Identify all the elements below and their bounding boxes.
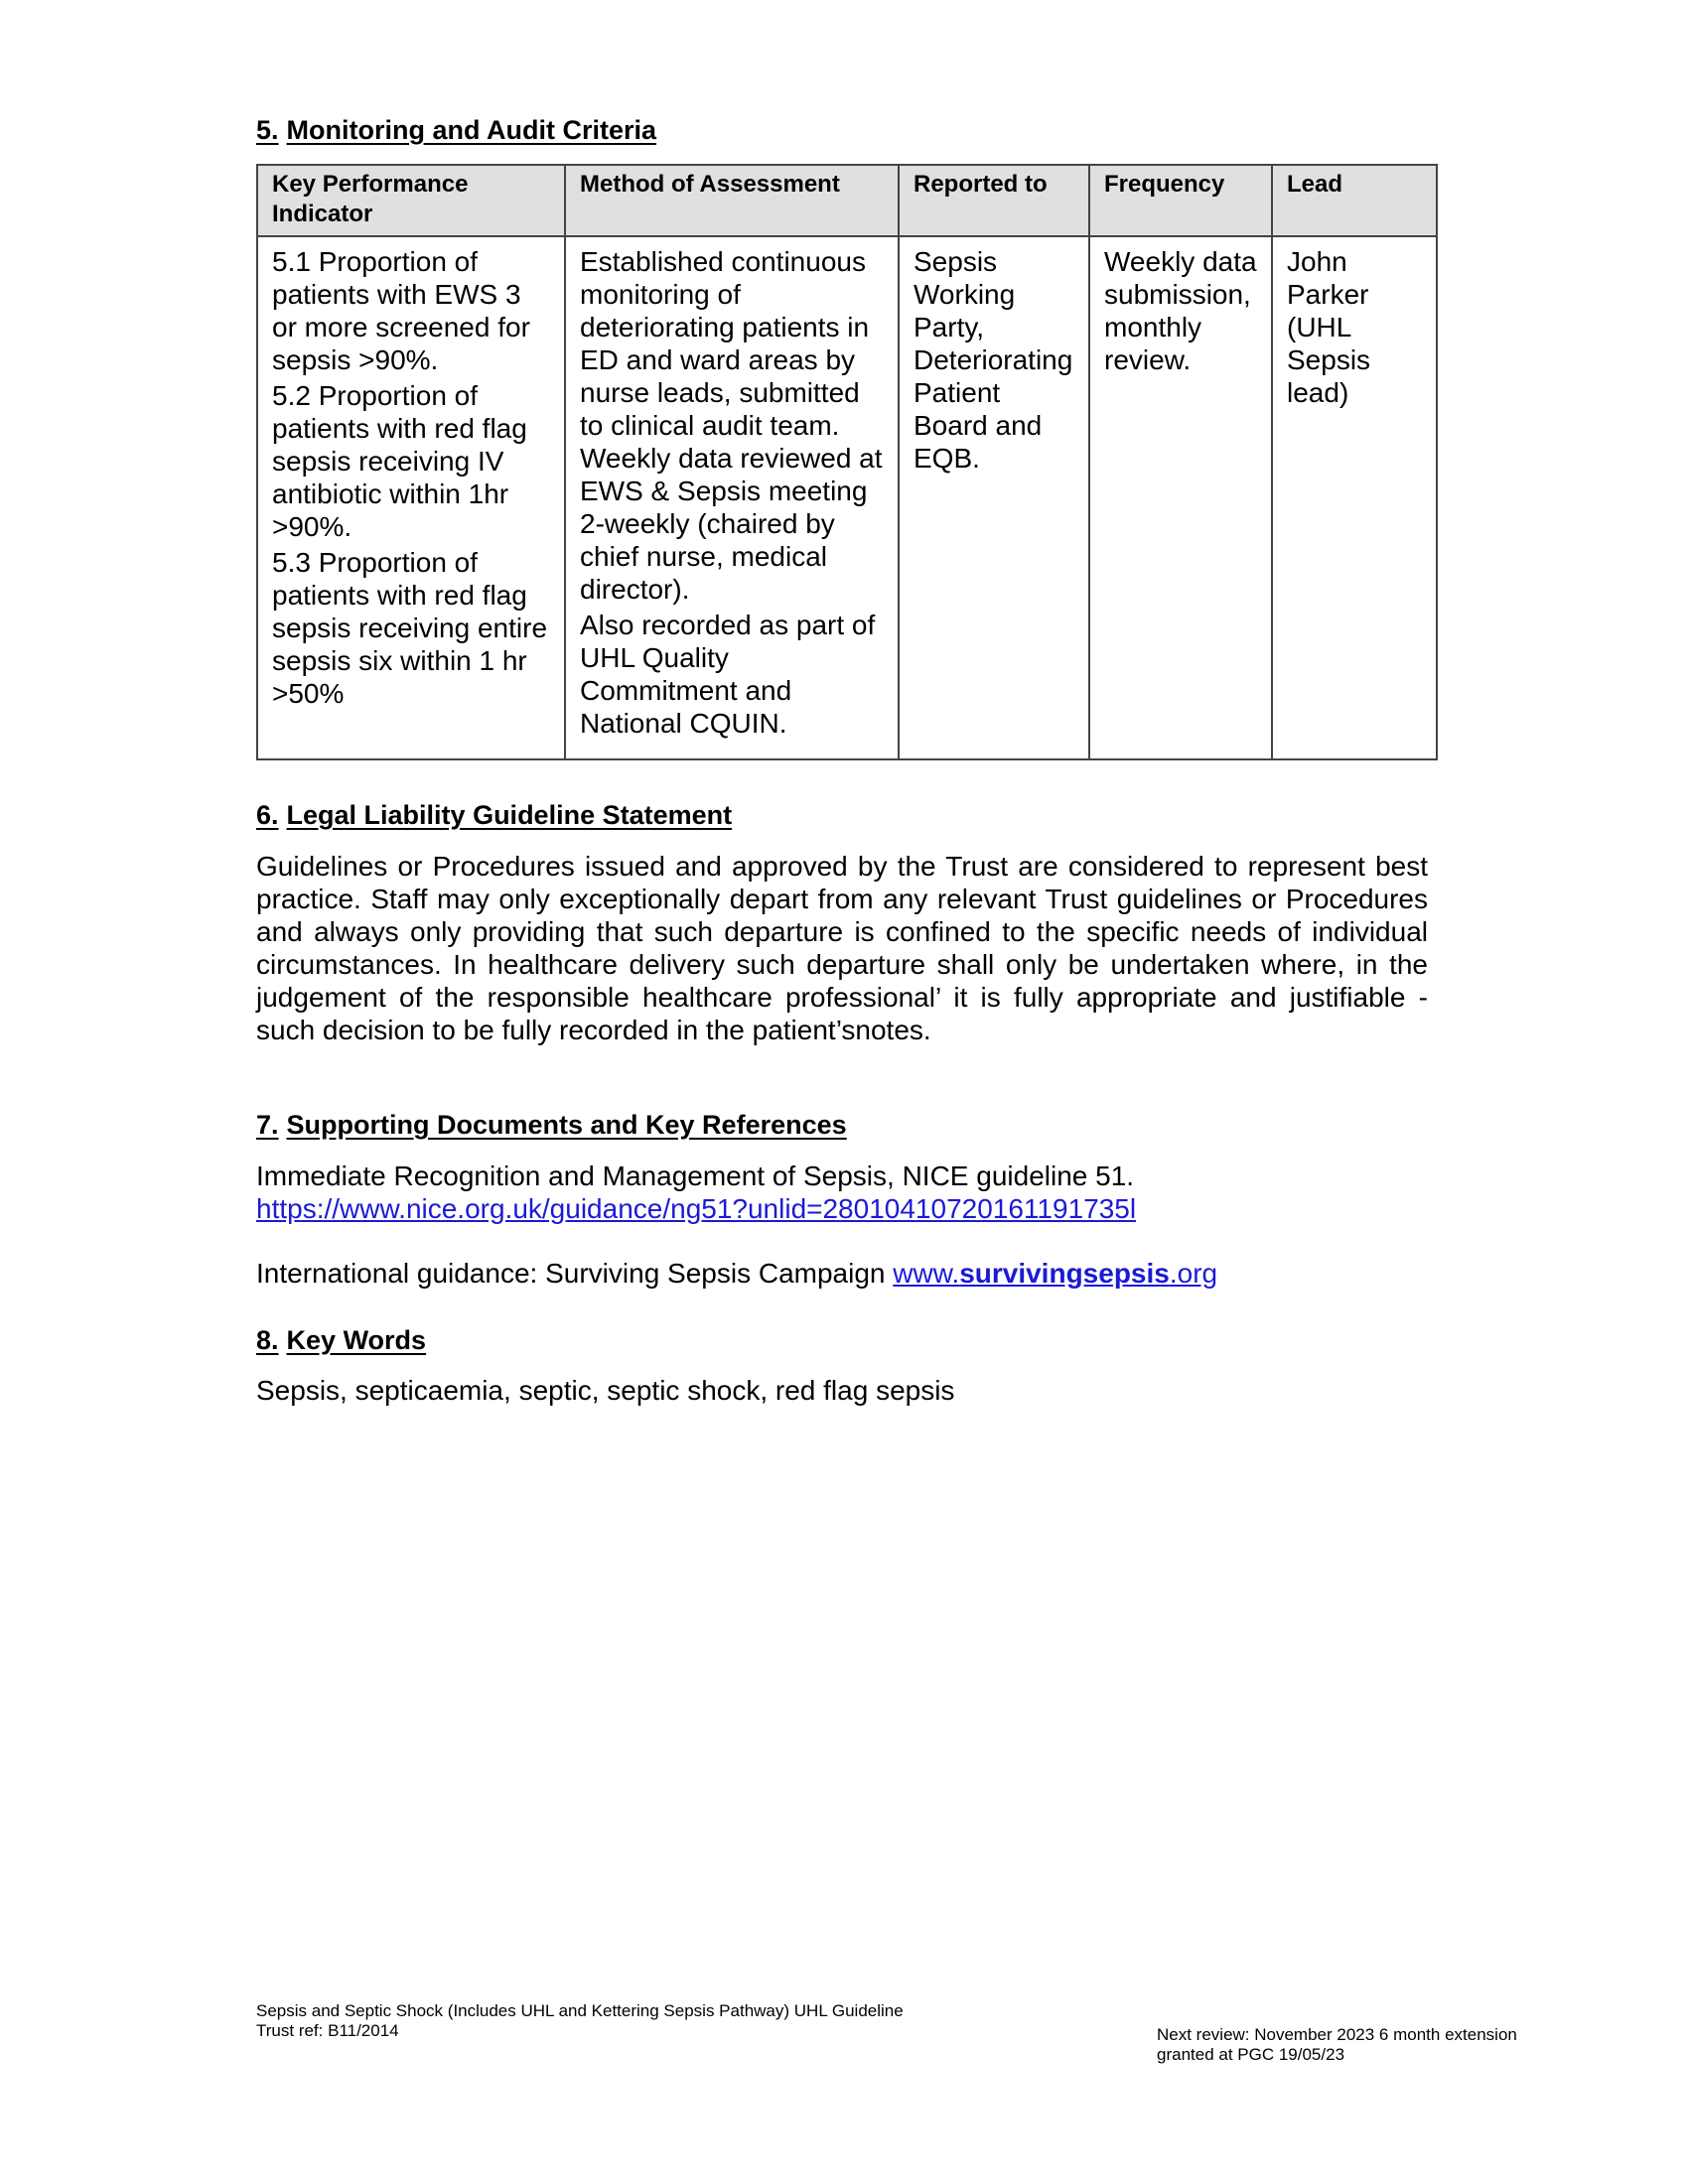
table-row — [257, 236, 1437, 759]
footer-left — [256, 2001, 904, 2041]
kpi-item: 5.2 Proportion of patients with red flag sepsis receiving IV antibiotic within 1hr >90%. — [272, 380, 527, 542]
monitoring-audit-table — [256, 164, 1438, 760]
kpi-item: 5.1 Proportion of patients with EWS 3 or more screened for sepsis >90%. — [272, 246, 530, 375]
surviving-sepsis-link[interactable] — [893, 1258, 1217, 1289]
header-kpi: Key Performance Indicator — [257, 165, 565, 236]
section-8-heading — [256, 1325, 426, 1356]
reference-nice-text: Immediate Recognition and Management of Sepsis, NICE guideline 51. — [256, 1160, 1135, 1191]
header-frequency: Frequency — [1089, 165, 1272, 236]
section-title: Supporting Documents and Key References — [286, 1110, 847, 1140]
reported-to-cell: Sepsis Working Party, Deteriorating Patient Board and EQB. — [899, 236, 1089, 759]
header-lead: Lead — [1272, 165, 1437, 236]
section-number: 6. — [256, 800, 279, 830]
section-number: 8. — [256, 1325, 279, 1355]
key-words-text: Sepsis, septicaemia, septic, septic shock, red flag sepsis — [256, 1375, 955, 1406]
header-reported-to: Reported to — [899, 165, 1089, 236]
lead-cell: John Parker (UHL Sepsis lead) — [1272, 236, 1437, 759]
link-bold: survivingsepsis — [959, 1258, 1170, 1289]
method-paragraph: Established continuous monitoring of deteriorating patients in ED and ward areas by nurse leads, submitted to clinical audit team. Weekly data reviewed at EWS & Sepsis meeting 2-weekly (chaired by chief nurse, medical director). — [580, 246, 883, 605]
reference-ssc-text: International guidance: Surviving Sepsis Campaign — [256, 1258, 886, 1289]
section-title: Key Words — [286, 1325, 427, 1355]
link-prefix: www. — [893, 1258, 960, 1289]
section-7-heading — [256, 1110, 847, 1141]
footer-trust-ref: Trust ref: B11/2014 — [256, 2021, 399, 2040]
section-5-heading — [256, 115, 656, 146]
nice-guideline-link[interactable]: https://www.nice.org.uk/guidance/ng51?unlid=28010410720161191735l — [256, 1193, 1137, 1224]
footer-right — [1157, 2025, 1517, 2065]
link-suffix: .org — [1169, 1258, 1218, 1289]
section-number: 5. — [256, 115, 279, 145]
legal-statement-paragraph: Guidelines or Procedures issued and approved by the Trust are considered to represent best practice. Staff may only exceptionally depart from any relevant Trust guidelines or Procedures and always only providing that such departure is confined to the specific needs of individual circumstances. In healthcare delivery such departure shall only be undertaken where, in the judgement of the responsible healthcare professional’ it is fully appropriate and justifiable - such decision to be fully recorded in the patient’snotes. — [256, 851, 1428, 1045]
section-title: Monitoring and Audit Criteria — [286, 115, 657, 145]
kpi-cell — [257, 236, 565, 759]
section-title: Legal Liability Guideline Statement — [286, 800, 733, 830]
method-cell — [565, 236, 899, 759]
kpi-item: 5.3 Proportion of patients with red flag sepsis receiving entire sepsis six within 1 hr >50% — [272, 547, 548, 709]
footer-document-title: Sepsis and Septic Shock (Includes UHL and Kettering Sepsis Pathway) UHL Guideline — [256, 2001, 904, 2020]
footer-review-line-2: granted at PGC 19/05/23 — [1157, 2045, 1345, 2064]
reference-ssc-line — [256, 1257, 1428, 1290]
section-number: 7. — [256, 1110, 279, 1140]
table-header-row — [257, 165, 1437, 236]
header-method: Method of Assessment — [565, 165, 899, 236]
method-paragraph: Also recorded as part of UHL Quality Commitment and National CQUIN. — [580, 610, 876, 739]
section-6-heading — [256, 800, 732, 831]
frequency-cell: Weekly data submission, monthly review. — [1089, 236, 1272, 759]
footer-review-line-1: Next review: November 2023 6 month extension — [1157, 2025, 1517, 2044]
